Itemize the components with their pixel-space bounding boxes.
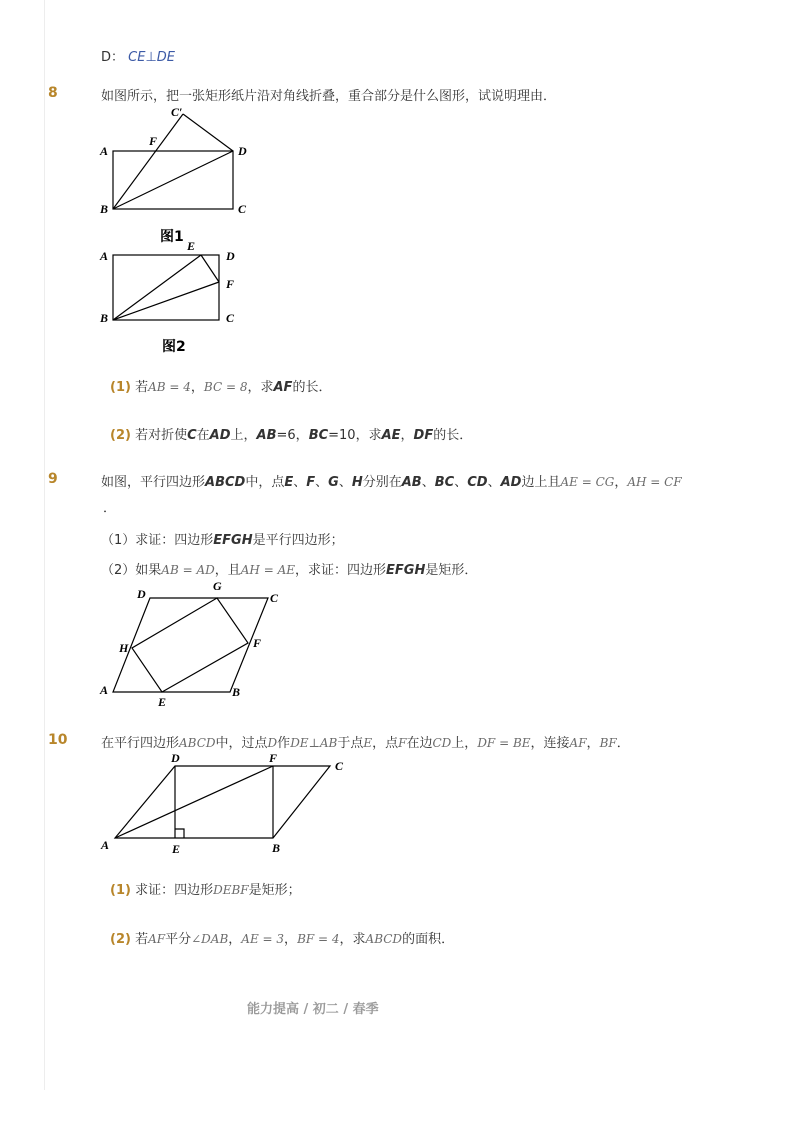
- fig1-diagonal-bd: [113, 151, 233, 209]
- fig2-label-d: D: [226, 249, 235, 263]
- q9-text: 、: [338, 475, 352, 490]
- q9-var: F: [306, 475, 316, 490]
- q9-var: AD: [500, 475, 522, 490]
- q10-sub2-text: 平分: [165, 932, 192, 947]
- q10-sub2-math: ABCD: [365, 932, 403, 946]
- q9-p2-var: EFGH: [386, 563, 426, 578]
- q10-text: ，点: [372, 736, 399, 751]
- q8-sub2-text: =10，求: [328, 428, 382, 443]
- q10-label-a: A: [101, 838, 110, 852]
- q10-sub1-number: (1): [110, 883, 131, 898]
- q9-p2-math: AB = AD: [161, 563, 215, 577]
- q8-sub1-math-bc: BC = 8: [203, 380, 248, 394]
- q10-sub2-text: ，: [228, 932, 242, 947]
- q9-text: 、: [293, 475, 307, 490]
- q9-var: AB: [401, 475, 422, 490]
- fig2-line-bf: [113, 282, 219, 320]
- q10-math: D: [267, 736, 278, 750]
- q9-label-a: A: [100, 683, 109, 697]
- q10-math: F: [398, 736, 407, 750]
- option-d-value: CE⊥DE: [128, 50, 175, 65]
- q9-math-ae-cg: AE = CG: [560, 475, 615, 489]
- q9-label-d: D: [137, 587, 146, 601]
- q9-var: G: [328, 475, 339, 490]
- q8-sub1-number: (1): [110, 380, 131, 395]
- q10-sub2-math: ∠DAB: [191, 932, 229, 946]
- q9-var: H: [351, 475, 363, 490]
- q8-sub2-text: 若对折使: [135, 428, 188, 443]
- q9-label-b: B: [232, 685, 241, 699]
- q9-text: 、: [454, 475, 468, 490]
- q8-sub2-text: 上，: [230, 428, 257, 443]
- q9-p1-text: 是平行四边形；: [252, 533, 344, 548]
- q9-part-2: [101, 559, 477, 578]
- q10-math: E: [363, 736, 373, 750]
- q10-sub2-text: 若: [135, 932, 149, 947]
- q8-figure-1-caption: 图1: [160, 229, 184, 245]
- q10-text: 于点: [337, 736, 364, 751]
- question-9-number: 9: [48, 471, 58, 487]
- q8-figure-2-caption: 图2: [162, 339, 186, 355]
- q10-sub1-math: DEBF: [213, 883, 249, 897]
- q10-label-e: E: [172, 842, 181, 856]
- fig1-label-d: D: [238, 144, 247, 158]
- q10-sub2-number: (2): [110, 932, 131, 947]
- q10-text: 中，过点: [215, 736, 268, 751]
- fig2-label-c: C: [226, 311, 235, 325]
- fig2-label-a: A: [100, 249, 109, 263]
- q10-line-af: [115, 766, 273, 838]
- q10-sub2-math: AF: [148, 932, 166, 946]
- q10-label-c: C: [335, 759, 344, 773]
- question-9-stem: [101, 471, 682, 490]
- q10-math: CD: [432, 736, 452, 750]
- q10-parallelogram-abcd: [115, 766, 330, 838]
- q9-label-c: C: [270, 591, 279, 605]
- q10-sub2-text: ，求: [339, 932, 366, 947]
- q10-text: ，: [586, 736, 600, 751]
- left-margin-rule: [44, 0, 45, 1090]
- q10-sub1-text: 是矩形；: [248, 883, 301, 898]
- q10-subquestion-2: [110, 928, 454, 947]
- q9-text: 边上且: [521, 475, 561, 490]
- q8-sub1-math-ab: AB = 4: [148, 380, 191, 394]
- q9-quadrilateral-efgh: [132, 598, 248, 692]
- q9-text: 、: [315, 475, 329, 490]
- q9-text: 、: [421, 475, 435, 490]
- q9-text: 中，点: [245, 475, 285, 490]
- fig2-line-be: [113, 255, 201, 320]
- q8-sub2-var: C: [187, 428, 197, 443]
- q8-figure-2: [95, 240, 265, 330]
- q8-sub2-var: DF: [413, 428, 434, 443]
- q9-dot: ．: [103, 501, 117, 516]
- q9-part-1: [101, 529, 344, 548]
- q10-text: ，连接: [530, 736, 570, 751]
- fig2-label-f: F: [226, 277, 235, 291]
- q9-var: BC: [434, 475, 455, 490]
- q10-text: 在边: [406, 736, 433, 751]
- q9-p1-text: （1）求证：四边形: [101, 533, 214, 548]
- q8-sub1-var-af: AF: [273, 380, 293, 395]
- question-10-stem: [101, 732, 630, 751]
- q9-text: ，: [614, 475, 628, 490]
- q8-sub2-text: 在: [196, 428, 210, 443]
- q10-right-angle-mark: [175, 829, 184, 838]
- q10-sub2-math: BF = 4: [297, 932, 340, 946]
- q9-label-f: F: [253, 636, 262, 650]
- q9-p2-text: ，且: [214, 563, 241, 578]
- fig2-label-e: E: [187, 240, 196, 253]
- q8-sub2-text: ，: [400, 428, 414, 443]
- q8-subquestion-2: [110, 424, 472, 443]
- q9-text: 分别在: [362, 475, 402, 490]
- fig1-label-a: A: [100, 144, 109, 158]
- q9-p2-math: AH = AE: [240, 563, 296, 577]
- q8-sub1-text: 的长．: [292, 380, 332, 395]
- question-8-stem: 如图所示，把一张矩形纸片沿对角线折叠，重合部分是什么图形，试说明理由．: [101, 89, 557, 104]
- q8-sub2-text: 的长．: [433, 428, 473, 443]
- q10-label-f: F: [269, 751, 278, 765]
- q10-math: BF: [599, 736, 617, 750]
- q9-label-e: E: [158, 695, 167, 708]
- q8-sub1-text: ，: [190, 380, 204, 395]
- fig1-label-c-prime: C′: [171, 105, 183, 119]
- q10-text: 作: [277, 736, 291, 751]
- q9-var: E: [284, 475, 294, 490]
- q9-p1-var: EFGH: [213, 533, 253, 548]
- q8-sub1-text: 若: [135, 380, 149, 395]
- q9-math-ah-cf: AH = CF: [627, 475, 682, 489]
- q10-text: 在平行四边形: [101, 736, 180, 751]
- fig2-label-b: B: [100, 311, 109, 325]
- q8-sub2-var: AB: [256, 428, 277, 443]
- q9-text: 、: [487, 475, 501, 490]
- q10-math: DF = BE: [477, 736, 531, 750]
- q8-sub2-number: (2): [110, 428, 131, 443]
- q8-sub2-var: AE: [381, 428, 401, 443]
- q9-var: ABCD: [205, 475, 246, 490]
- q8-sub2-text: =6，: [276, 428, 309, 443]
- q8-sub2-var: BC: [308, 428, 329, 443]
- q8-figure-1: [95, 104, 265, 224]
- q10-sub2-text: ，: [284, 932, 298, 947]
- q10-text: 上，: [451, 736, 478, 751]
- fig1-line-bc-prime: [113, 114, 183, 209]
- fig1-label-c: C: [238, 202, 247, 216]
- option-d: [101, 46, 175, 65]
- q9-p2-text: 是矩形．: [425, 563, 478, 578]
- question-8-number: 8: [48, 85, 58, 101]
- q10-math: AF: [569, 736, 587, 750]
- q9-figure: [95, 578, 295, 708]
- q9-text: 如图，平行四边形: [101, 475, 206, 490]
- q10-figure: [95, 750, 365, 860]
- q10-math: ABCD: [179, 736, 216, 750]
- q10-text: ．: [616, 736, 630, 751]
- q9-label-h: H: [119, 641, 129, 655]
- q9-label-g: G: [213, 579, 222, 593]
- q8-sub2-var: AD: [209, 428, 231, 443]
- q10-sub1-text: 求证：四边形: [135, 883, 214, 898]
- q8-subquestion-1: [110, 376, 331, 395]
- page-footer: 能力提高 / 初二 / 春季: [247, 1002, 379, 1017]
- fig1-label-f: F: [149, 134, 158, 148]
- q10-math: DE⊥AB: [290, 736, 338, 750]
- q10-sub2-text: 的面积．: [402, 932, 455, 947]
- q9-var: CD: [467, 475, 488, 490]
- q10-subquestion-1: [110, 879, 301, 898]
- q10-label-d: D: [171, 751, 180, 765]
- option-d-label: D：: [101, 50, 125, 65]
- fig1-line-c-prime-d: [183, 114, 233, 151]
- q10-label-b: B: [272, 841, 281, 855]
- fig2-line-ef: [201, 255, 219, 282]
- q9-p2-text: （2）如果: [101, 563, 162, 578]
- question-10-number: 10: [48, 732, 68, 748]
- fig1-label-b: B: [100, 202, 109, 216]
- q8-sub1-text: ，求: [247, 380, 274, 395]
- q10-sub2-math: AE = 3: [241, 932, 285, 946]
- q9-p2-text: ，求证：四边形: [295, 563, 387, 578]
